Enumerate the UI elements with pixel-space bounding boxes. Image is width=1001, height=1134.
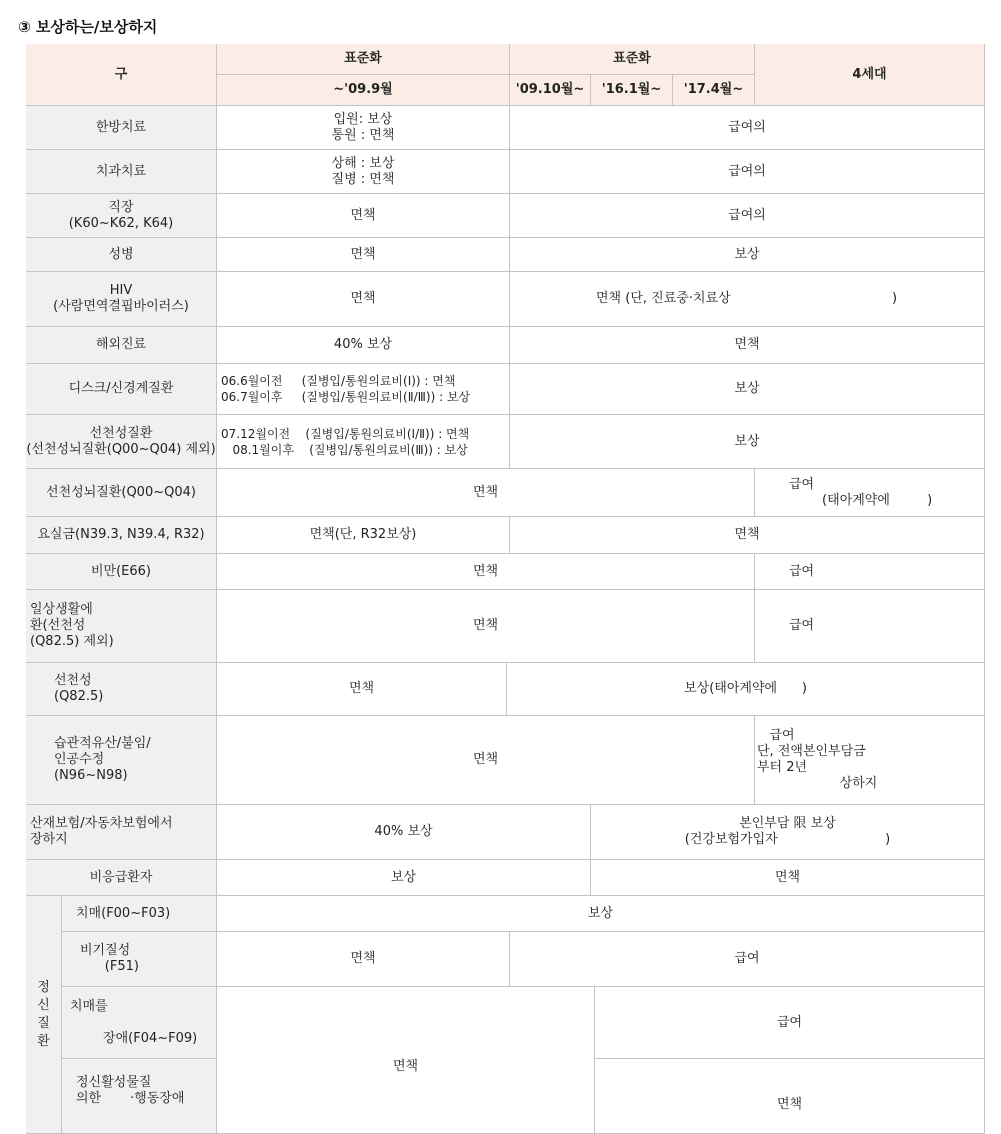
cell-obesity-gen4: 급여 bbox=[755, 554, 985, 590]
cell-brain-std: 면책 bbox=[217, 469, 755, 517]
header-group-b: 표준화 bbox=[510, 44, 755, 75]
cell-hiv-rest: 면책 (단, 진료중·치료상 ) bbox=[510, 272, 985, 327]
cell-dental-rest: 급여의 bbox=[510, 150, 985, 194]
cell-incontinence-rest: 면책 bbox=[510, 517, 985, 554]
cell-other-mental-gen4: 급여 bbox=[595, 987, 985, 1059]
cell-oriental-std: 입원: 보상 통원 : 면책 bbox=[217, 106, 510, 150]
cell-psychoactive-gen4: 면책 bbox=[595, 1059, 985, 1134]
row-label-other-mental: 치매를 장애(F04~F09) bbox=[62, 987, 217, 1059]
cell-miscarriage-gen4: 급여 단, 전액본인부담금 부터 2년 상하지 bbox=[755, 716, 985, 805]
cell-somatic-rest: 급여 bbox=[510, 932, 985, 987]
page-title: ③ 보상하는/보상하지 bbox=[18, 18, 158, 36]
row-label-congenital-q82: 선천성 (Q82.5) bbox=[26, 663, 217, 716]
cell-non-emergency-rest: 면책 bbox=[591, 860, 985, 896]
cell-overseas-rest: 면책 bbox=[510, 327, 985, 364]
cell-obesity-std: 면책 bbox=[217, 554, 755, 590]
cell-dementia-value: 보상 bbox=[217, 896, 985, 932]
cell-somatic-std: 면책 bbox=[217, 932, 510, 987]
cell-disc-rest: 보상 bbox=[510, 364, 985, 415]
cell-brain-gen4: 급여 (태아계약에 ) bbox=[755, 469, 985, 517]
header-4th-gen: 4세대 bbox=[755, 44, 985, 106]
cell-rectum-std: 면책 bbox=[217, 194, 510, 238]
cell-congenital-q82-std: 면책 bbox=[217, 663, 507, 716]
row-label-miscarriage: 습관적유산/불임/ 인공수정 (N96~N98) bbox=[26, 716, 217, 805]
row-label-brain: 선천성뇌질환(Q00~Q04) bbox=[26, 469, 217, 517]
cell-oriental-rest: 급여의 bbox=[510, 106, 985, 150]
cell-incontinence-std: 면책(단, R32보상) bbox=[217, 517, 510, 554]
header-period-1: ~'09.9월 bbox=[217, 75, 510, 106]
row-label-rectum: 직장 (K60~K62, K64) bbox=[26, 194, 217, 238]
row-label-std: 성병 bbox=[26, 238, 217, 272]
cell-overseas-std: 40% 보상 bbox=[217, 327, 510, 364]
header-period-2: '09.10월~ bbox=[510, 75, 591, 106]
row-label-hiv: HIV (사람면역결핍바이러스) bbox=[26, 272, 217, 327]
cell-miscarriage-std: 면책 bbox=[217, 716, 755, 805]
row-label-disc: 디스크/신경계질환 bbox=[26, 364, 217, 415]
mental-group-label: 정 신 질 환 bbox=[26, 896, 62, 1134]
header-group-a: 표준화 bbox=[217, 44, 510, 75]
cell-congenital-q82-rest: 보상(태아계약에 ) bbox=[507, 663, 985, 716]
cell-mental-shared-std: 면책 bbox=[217, 987, 595, 1134]
coverage-table bbox=[26, 44, 985, 1134]
row-label-dementia: 치매(F00~F03) bbox=[62, 896, 217, 932]
cell-daily-life-std: 면책 bbox=[217, 590, 755, 663]
row-label-dental: 치과치료 bbox=[26, 150, 217, 194]
row-label-daily-life: 일상생활에 환(선천성 (Q82.5) 제외) bbox=[26, 590, 217, 663]
row-label-incontinence: 요실금(N39.3, N39.4, R32) bbox=[26, 517, 217, 554]
row-label-congenital: 선천성질환 (선천성뇌질환(Q00~Q04) 제외) bbox=[26, 415, 217, 469]
header-period-3: '16.1월~ bbox=[591, 75, 673, 106]
row-label-industrial: 산재보험/자동차보험에서 장하지 bbox=[26, 805, 217, 860]
row-label-overseas: 해외진료 bbox=[26, 327, 217, 364]
cell-std-std: 면책 bbox=[217, 238, 510, 272]
cell-rectum-rest: 급여의 bbox=[510, 194, 985, 238]
row-label-obesity: 비만(E66) bbox=[26, 554, 217, 590]
header-period-4: '17.4월~ bbox=[673, 75, 755, 106]
cell-hiv-std: 면책 bbox=[217, 272, 510, 327]
cell-congenital-rest: 보상 bbox=[510, 415, 985, 469]
cell-std-rest: 보상 bbox=[510, 238, 985, 272]
cell-dental-std: 상해 : 보상 질병 : 면책 bbox=[217, 150, 510, 194]
row-label-somatic: 비기질성 (F51) bbox=[62, 932, 217, 987]
row-label-oriental: 한방치료 bbox=[26, 106, 217, 150]
row-label-psychoactive: 정신활성물질 의한 ·행동장애 bbox=[62, 1059, 217, 1134]
cell-industrial-std: 40% 보상 bbox=[217, 805, 591, 860]
cell-congenital-std: 07.12월이전 (질병입/통원의료비(Ⅰ/Ⅱ)) : 면책 08.1월이후 (질병입/통원의료비(Ⅲ)) : 보상 bbox=[217, 415, 510, 469]
cell-daily-life-gen4: 급여 bbox=[755, 590, 985, 663]
row-label-non-emergency: 비응급환자 bbox=[26, 860, 217, 896]
header-col-label: 구 bbox=[26, 44, 217, 106]
cell-disc-std: 06.6월이전 (질병입/통원의료비(Ⅰ)) : 면책 06.7월이후 (질병입/통원의료비(Ⅱ/Ⅲ)) : 보상 bbox=[217, 364, 510, 415]
cell-industrial-rest: 본인부담 限 보상 (건강보험가입자 ) bbox=[591, 805, 985, 860]
cell-non-emergency-std: 보상 bbox=[217, 860, 591, 896]
